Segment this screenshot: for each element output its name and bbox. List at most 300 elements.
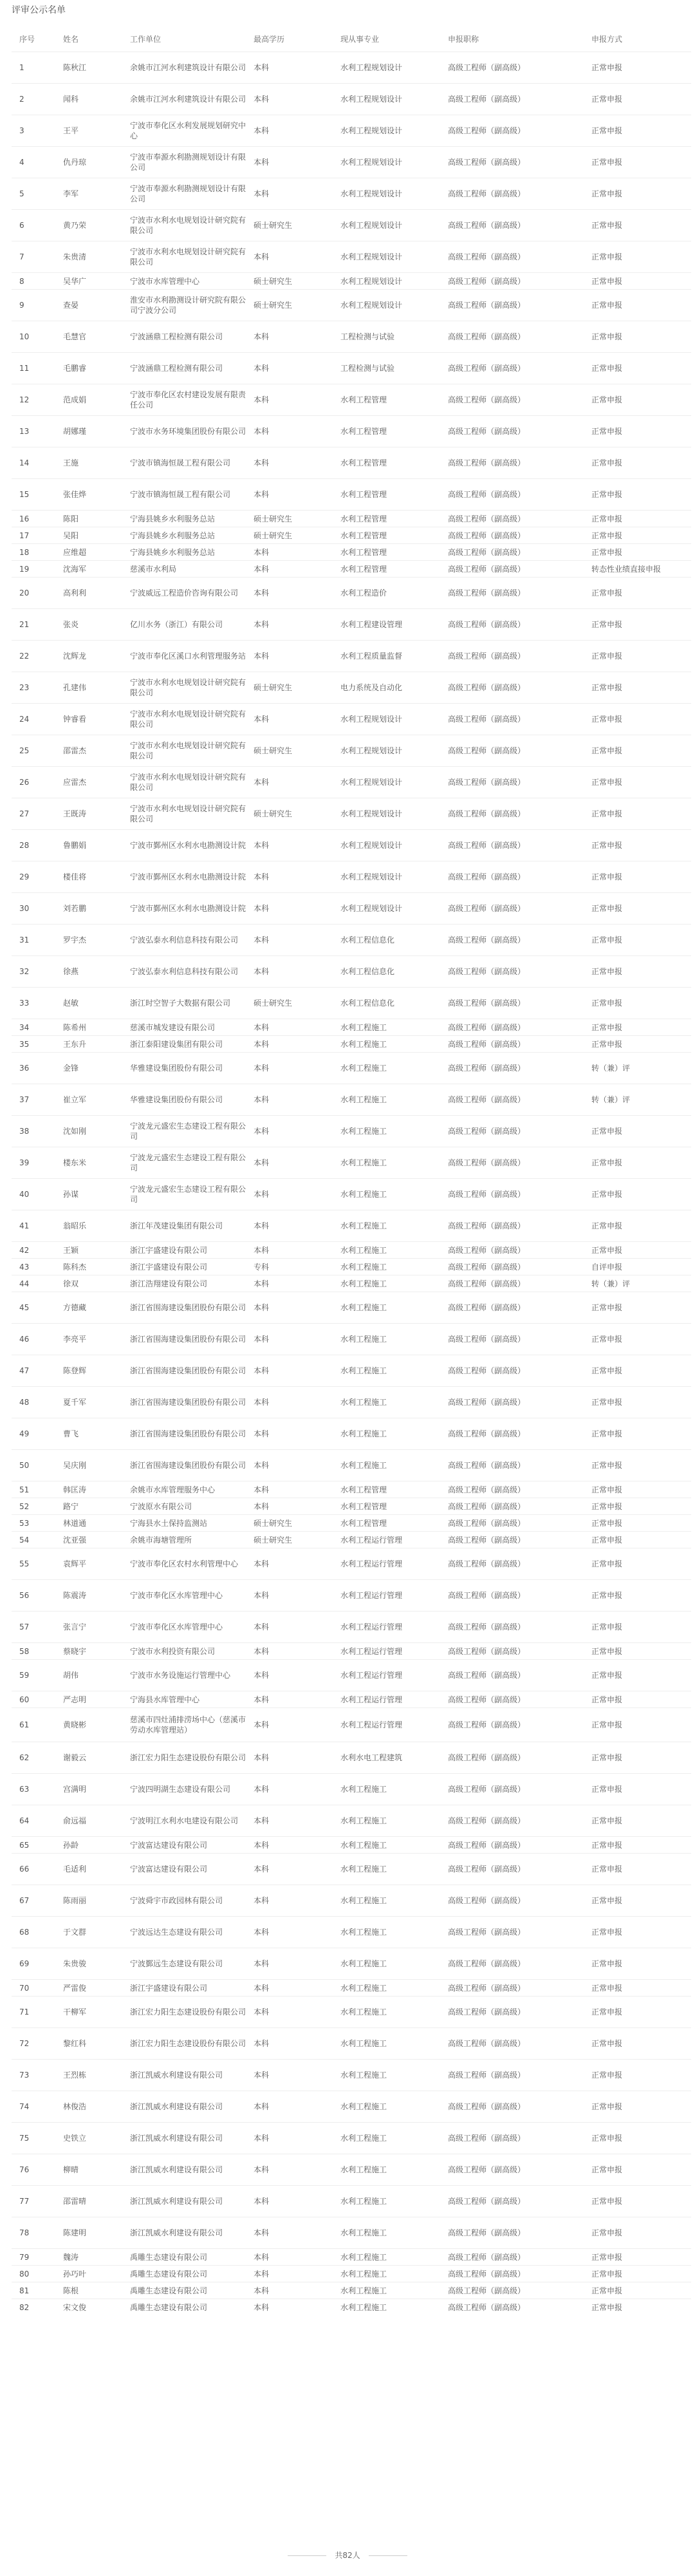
- row-major: 水利工程施工: [340, 2299, 448, 2316]
- row-name: 严雷俊: [63, 1980, 130, 1997]
- row-title: 高级工程师（副高级）: [448, 956, 591, 988]
- row-unit: 宁波涵鼎工程检测有限公司: [130, 321, 254, 353]
- table-row: [12, 1450, 691, 1481]
- row-name: 黄乃荣: [63, 210, 130, 241]
- row-index: 1: [12, 52, 63, 84]
- table-row: [12, 1805, 691, 1837]
- row-major: 水利工程运行管理: [340, 1660, 448, 1691]
- row-method: 正常申报: [591, 2186, 691, 2217]
- table-row: [12, 1980, 691, 1997]
- row-major: 水利工程管理: [340, 527, 448, 544]
- row-index: 70: [12, 1980, 63, 1997]
- row-name: 范成娟: [63, 384, 130, 416]
- table-row: [12, 1418, 691, 1450]
- row-method: 正常申报: [591, 2060, 691, 2091]
- row-method: 自评申报: [591, 1259, 691, 1275]
- row-education: 本科: [254, 178, 340, 210]
- table-row: [12, 1019, 691, 1036]
- row-method: 正常申报: [591, 1116, 691, 1147]
- row-education: 本科: [254, 1210, 340, 1242]
- row-method: 正常申报: [591, 767, 691, 798]
- row-unit: 浙江省围海建设集团股份有限公司: [130, 1355, 254, 1387]
- row-name: 朱贵清: [63, 241, 130, 273]
- row-education: 硕士研究生: [254, 290, 340, 321]
- row-method: 正常申报: [591, 178, 691, 210]
- row-name: 高利利: [63, 578, 130, 609]
- row-title: 高级工程师（副高级）: [448, 1355, 591, 1387]
- row-unit: 宁波市鄞州区水利水电勘测设计院: [130, 893, 254, 925]
- row-name: 黄晓彬: [63, 1708, 130, 1742]
- row-unit: 宁波市奉源水利勘测规划设计有限公司: [130, 178, 254, 210]
- row-major: 水利工程规划设计: [340, 273, 448, 290]
- row-major: 水利工程规划设计: [340, 861, 448, 893]
- row-unit: 宁海县姚乡水利服务总站: [130, 527, 254, 544]
- row-method: 正常申报: [591, 416, 691, 447]
- row-title: 高级工程师（副高级）: [448, 988, 591, 1019]
- row-education: 本科: [254, 1418, 340, 1450]
- row-unit: 宁波市奉化区水利发展规划研究中心: [130, 115, 254, 147]
- row-major: 水利工程规划设计: [340, 210, 448, 241]
- row-major: 水利工程施工: [340, 1948, 448, 1980]
- row-index: 29: [12, 861, 63, 893]
- row-index: 72: [12, 2028, 63, 2060]
- row-name: 楼佳将: [63, 861, 130, 893]
- row-unit: 浙江省围海建设集团股份有限公司: [130, 1324, 254, 1355]
- row-method: 正常申报: [591, 115, 691, 147]
- row-method: 正常申报: [591, 704, 691, 735]
- row-name: 路宁: [63, 1498, 130, 1515]
- row-education: 硕士研究生: [254, 672, 340, 704]
- row-education: 本科: [254, 1275, 340, 1292]
- row-method: 正常申报: [591, 2091, 691, 2123]
- table-row: [12, 353, 691, 384]
- row-title: 高级工程师（副高级）: [448, 1450, 591, 1481]
- row-title: 高级工程师（副高级）: [448, 1019, 591, 1036]
- row-index: 24: [12, 704, 63, 735]
- row-major: 水利工程施工: [340, 2217, 448, 2249]
- row-major: 水利工程管理: [340, 479, 448, 511]
- row-method: 正常申报: [591, 1660, 691, 1691]
- row-name: 陈登辉: [63, 1355, 130, 1387]
- row-unit: 余姚市海塘管理所: [130, 1532, 254, 1548]
- row-unit: 浙江宇盛建设有限公司: [130, 1242, 254, 1259]
- row-index: 8: [12, 273, 63, 290]
- row-major: 水利工程运行管理: [340, 1612, 448, 1643]
- table-row: [12, 672, 691, 704]
- row-unit: 禹雕生态建设有限公司: [130, 2282, 254, 2299]
- header-name: 姓名: [63, 34, 79, 44]
- row-title: 高级工程师（副高级）: [448, 1708, 591, 1742]
- row-major: 水利工程施工: [340, 1418, 448, 1450]
- row-education: 本科: [254, 1548, 340, 1580]
- row-unit: 宁波鄞远生态建设有限公司: [130, 1948, 254, 1980]
- row-index: 14: [12, 447, 63, 479]
- row-method: 正常申报: [591, 893, 691, 925]
- row-major: 水利工程规划设计: [340, 290, 448, 321]
- row-index: 18: [12, 544, 63, 561]
- row-major: 水利工程施工: [340, 1084, 448, 1116]
- table-row: [12, 1084, 691, 1116]
- table-row: [12, 1036, 691, 1053]
- row-unit: 慈溪市四灶浦排涝场中心（慈溪市劳动水库管理站）: [130, 1708, 254, 1742]
- table-row: [12, 1210, 691, 1242]
- table-row: [12, 511, 691, 527]
- row-major: 水利工程建设管理: [340, 609, 448, 641]
- table-row: [12, 2060, 691, 2091]
- row-name: 毛慧官: [63, 321, 130, 353]
- table-row: [12, 1774, 691, 1805]
- row-index: 16: [12, 511, 63, 527]
- row-unit: 浙江时空智子大数据有限公司: [130, 988, 254, 1019]
- table-row: [12, 1275, 691, 1292]
- row-index: 44: [12, 1275, 63, 1292]
- row-unit: 淮安市水利勘测设计研究院有限公司宁波分公司: [130, 290, 254, 321]
- row-education: 本科: [254, 2249, 340, 2266]
- row-title: 高级工程师（副高级）: [448, 2091, 591, 2123]
- row-name: 沈亚强: [63, 1532, 130, 1548]
- table-row: [12, 830, 691, 861]
- row-major: 水利工程施工: [340, 2060, 448, 2091]
- row-method: 正常申报: [591, 241, 691, 273]
- row-title: 高级工程师（副高级）: [448, 1116, 591, 1147]
- row-method: 正常申报: [591, 1515, 691, 1532]
- row-title: 高级工程师（副高级）: [448, 273, 591, 290]
- row-index: 30: [12, 893, 63, 925]
- row-title: 高级工程师（副高级）: [448, 609, 591, 641]
- table-row: [12, 1147, 691, 1179]
- row-index: 56: [12, 1580, 63, 1612]
- row-index: 81: [12, 2282, 63, 2299]
- row-method: 正常申报: [591, 1387, 691, 1418]
- row-major: 水利工程信息化: [340, 988, 448, 1019]
- row-unit: 宁波威远工程造价咨询有限公司: [130, 578, 254, 609]
- row-education: 本科: [254, 861, 340, 893]
- row-index: 47: [12, 1355, 63, 1387]
- row-major: 水利工程运行管理: [340, 1580, 448, 1612]
- row-education: 本科: [254, 241, 340, 273]
- row-index: 12: [12, 384, 63, 416]
- row-name: 赵敏: [63, 988, 130, 1019]
- row-index: 64: [12, 1805, 63, 1837]
- row-method: 正常申报: [591, 2154, 691, 2186]
- row-method: 正常申报: [591, 1742, 691, 1774]
- row-method: 正常申报: [591, 290, 691, 321]
- row-education: 本科: [254, 1580, 340, 1612]
- row-method: 正常申报: [591, 511, 691, 527]
- row-name: 金锋: [63, 1053, 130, 1084]
- row-education: 本科: [254, 1660, 340, 1691]
- row-title: 高级工程师（副高级）: [448, 798, 591, 830]
- row-index: 54: [12, 1532, 63, 1548]
- row-education: 本科: [254, 1997, 340, 2028]
- row-education: 本科: [254, 416, 340, 447]
- table-row: [12, 1854, 691, 1885]
- row-education: 本科: [254, 384, 340, 416]
- row-unit: 浙江省围海建设集团股份有限公司: [130, 1450, 254, 1481]
- row-title: 高级工程师（副高级）: [448, 704, 591, 735]
- row-major: 水利工程施工: [340, 1053, 448, 1084]
- row-education: 硕士研究生: [254, 1515, 340, 1532]
- row-index: 5: [12, 178, 63, 210]
- row-index: 40: [12, 1179, 63, 1210]
- row-name: 陈建明: [63, 2217, 130, 2249]
- table-row: [12, 704, 691, 735]
- row-unit: 禹雕生态建设有限公司: [130, 2266, 254, 2282]
- row-education: 本科: [254, 1498, 340, 1515]
- row-index: 80: [12, 2266, 63, 2282]
- row-major: 水利工程施工: [340, 2266, 448, 2282]
- row-title: 高级工程师（副高级）: [448, 290, 591, 321]
- row-education: 本科: [254, 956, 340, 988]
- row-name: 张炎: [63, 609, 130, 641]
- row-method: 正常申报: [591, 988, 691, 1019]
- header-title: 申报职称: [448, 34, 479, 44]
- row-major: 水利工程运行管理: [340, 1708, 448, 1742]
- row-education: 本科: [254, 561, 340, 578]
- row-index: 59: [12, 1660, 63, 1691]
- row-education: 本科: [254, 1837, 340, 1854]
- row-title: 高级工程师（副高级）: [448, 2186, 591, 2217]
- table-row: [12, 925, 691, 956]
- row-unit: 亿川水务（浙江）有限公司: [130, 609, 254, 641]
- row-title: 高级工程师（副高级）: [448, 527, 591, 544]
- row-name: 楼东米: [63, 1147, 130, 1179]
- row-method: 正常申报: [591, 1450, 691, 1481]
- row-title: 高级工程师（副高级）: [448, 2249, 591, 2266]
- row-unit: 浙江宏力阳生态建设股份有限公司: [130, 1997, 254, 2028]
- row-name: 孙巧叶: [63, 2266, 130, 2282]
- row-name: 宋文俊: [63, 2299, 130, 2316]
- table-row: [12, 2123, 691, 2154]
- row-name: 林俊浩: [63, 2091, 130, 2123]
- table-row: [12, 1691, 691, 1708]
- row-name: 方德藏: [63, 1292, 130, 1324]
- row-education: 本科: [254, 1885, 340, 1917]
- row-unit: 宁波市鄞州区水利水电勘测设计院: [130, 861, 254, 893]
- table-row: [12, 2299, 691, 2316]
- row-title: 高级工程师（副高级）: [448, 1275, 591, 1292]
- row-name: 应雷杰: [63, 767, 130, 798]
- row-major: 水利工程施工: [340, 1854, 448, 1885]
- row-method: 正常申报: [591, 2217, 691, 2249]
- row-title: 高级工程师（副高级）: [448, 52, 591, 84]
- table-row: [12, 2266, 691, 2282]
- row-index: 45: [12, 1292, 63, 1324]
- row-name: 应维超: [63, 544, 130, 561]
- row-education: 硕士研究生: [254, 1532, 340, 1548]
- row-title: 高级工程师（副高级）: [448, 147, 591, 178]
- row-title: 高级工程师（副高级）: [448, 735, 591, 767]
- header-method: 申报方式: [591, 34, 623, 44]
- row-method: 正常申报: [591, 2028, 691, 2060]
- row-index: 31: [12, 925, 63, 956]
- row-name: 王东升: [63, 1036, 130, 1053]
- row-index: 46: [12, 1324, 63, 1355]
- row-method: 正常申报: [591, 956, 691, 988]
- row-education: 本科: [254, 52, 340, 84]
- row-major: 水利工程施工: [340, 1450, 448, 1481]
- table-row: [12, 1837, 691, 1854]
- row-major: 电力系统及自动化: [340, 672, 448, 704]
- row-method: 正常申报: [591, 2282, 691, 2299]
- row-title: 高级工程师（副高级）: [448, 1324, 591, 1355]
- total-count: 共82人: [335, 2551, 360, 2560]
- row-index: 55: [12, 1548, 63, 1580]
- row-education: 本科: [254, 578, 340, 609]
- table-row: [12, 1481, 691, 1498]
- row-index: 62: [12, 1742, 63, 1774]
- row-index: 74: [12, 2091, 63, 2123]
- row-index: 50: [12, 1450, 63, 1481]
- table-row: [12, 384, 691, 416]
- row-index: 41: [12, 1210, 63, 1242]
- row-method: 正常申报: [591, 1355, 691, 1387]
- table-row: [12, 609, 691, 641]
- row-major: 水利工程规划设计: [340, 798, 448, 830]
- table-row: [12, 2249, 691, 2266]
- row-unit: 宁波市水利水电规划设计研究院有限公司: [130, 704, 254, 735]
- row-title: 高级工程师（副高级）: [448, 1418, 591, 1450]
- row-unit: 宁海县水库管理中心: [130, 1691, 254, 1708]
- row-education: 本科: [254, 2028, 340, 2060]
- row-major: 水利工程管理: [340, 384, 448, 416]
- row-education: 本科: [254, 767, 340, 798]
- row-method: 正常申报: [591, 1997, 691, 2028]
- row-name: 陈雨丽: [63, 1885, 130, 1917]
- row-major: 水利工程施工: [340, 2249, 448, 2266]
- row-major: 水利工程施工: [340, 1179, 448, 1210]
- row-unit: 禹雕生态建设有限公司: [130, 2249, 254, 2266]
- row-title: 高级工程师（副高级）: [448, 925, 591, 956]
- row-title: 高级工程师（副高级）: [448, 1948, 591, 1980]
- row-unit: 宁海县水土保持监测站: [130, 1515, 254, 1532]
- row-name: 曹飞: [63, 1418, 130, 1450]
- table-row: [12, 1053, 691, 1084]
- row-name: 胡娜瑾: [63, 416, 130, 447]
- table-row: [12, 2217, 691, 2249]
- row-education: 本科: [254, 1612, 340, 1643]
- row-title: 高级工程师（副高级）: [448, 1612, 591, 1643]
- row-method: 正常申报: [591, 1179, 691, 1210]
- row-index: 61: [12, 1708, 63, 1742]
- row-index: 36: [12, 1053, 63, 1084]
- row-major: 水利工程施工: [340, 1917, 448, 1948]
- row-title: 高级工程师（副高级）: [448, 2028, 591, 2060]
- row-major: 水利工程规划设计: [340, 52, 448, 84]
- row-unit: 宁波市水利水电规划设计研究院有限公司: [130, 210, 254, 241]
- row-method: 正常申报: [591, 1147, 691, 1179]
- row-major: 水利工程施工: [340, 1036, 448, 1053]
- row-method: 正常申报: [591, 1580, 691, 1612]
- row-method: 正常申报: [591, 321, 691, 353]
- row-education: 本科: [254, 1481, 340, 1498]
- row-unit: 宁波市奉化区农村建设发展有限责任公司: [130, 384, 254, 416]
- row-method: 正常申报: [591, 353, 691, 384]
- row-index: 73: [12, 2060, 63, 2091]
- row-name: 毛鹏睿: [63, 353, 130, 384]
- row-unit: 浙江凯威水利建设有限公司: [130, 2186, 254, 2217]
- row-method: 正常申报: [591, 1418, 691, 1450]
- row-unit: 浙江凯威水利建设有限公司: [130, 2091, 254, 2123]
- row-education: 本科: [254, 115, 340, 147]
- row-unit: 浙江凯威水利建设有限公司: [130, 2154, 254, 2186]
- row-name: 崔立军: [63, 1084, 130, 1116]
- row-index: 42: [12, 1242, 63, 1259]
- row-unit: 宁波市奉化区农村水利管理中心: [130, 1548, 254, 1580]
- row-education: 本科: [254, 830, 340, 861]
- row-education: 硕士研究生: [254, 527, 340, 544]
- row-name: 严志明: [63, 1691, 130, 1708]
- row-title: 高级工程师（副高级）: [448, 578, 591, 609]
- row-name: 陈根: [63, 2282, 130, 2299]
- row-index: 3: [12, 115, 63, 147]
- table-row: [12, 578, 691, 609]
- row-index: 66: [12, 1854, 63, 1885]
- table-row: [12, 1580, 691, 1612]
- applicant-table: [12, 26, 691, 2315]
- row-title: 高级工程师（副高级）: [448, 2060, 591, 2091]
- table-row: [12, 988, 691, 1019]
- row-unit: 浙江泰阳建设集团有限公司: [130, 1036, 254, 1053]
- row-major: 水利工程施工: [340, 1259, 448, 1275]
- row-major: 水利工程施工: [340, 2186, 448, 2217]
- row-education: 硕士研究生: [254, 273, 340, 290]
- row-name: 徐双: [63, 1275, 130, 1292]
- row-major: 水利工程施工: [340, 1997, 448, 2028]
- row-title: 高级工程师（副高级）: [448, 1053, 591, 1084]
- table-row: [12, 290, 691, 321]
- row-unit: 宁波富达建设有限公司: [130, 1854, 254, 1885]
- table-row: [12, 84, 691, 115]
- row-title: 高级工程师（副高级）: [448, 1498, 591, 1515]
- row-title: 高级工程师（副高级）: [448, 416, 591, 447]
- row-name: 陈震涛: [63, 1580, 130, 1612]
- row-education: 本科: [254, 1084, 340, 1116]
- row-method: 正常申报: [591, 544, 691, 561]
- row-unit: 浙江凯威水利建设有限公司: [130, 2123, 254, 2154]
- row-title: 高级工程师（副高级）: [448, 1179, 591, 1210]
- row-education: 本科: [254, 2123, 340, 2154]
- table-row: [12, 561, 691, 578]
- footer-divider-left: [288, 2555, 326, 2556]
- row-unit: 宁波明江水利水电建设有限公司: [130, 1805, 254, 1837]
- row-major: 水利工程管理: [340, 1481, 448, 1498]
- row-major: 水利工程规划设计: [340, 830, 448, 861]
- row-method: 正常申报: [591, 1917, 691, 1948]
- row-title: 高级工程师（副高级）: [448, 2154, 591, 2186]
- row-index: 19: [12, 561, 63, 578]
- table-row: [12, 1116, 691, 1147]
- row-method: 正常申报: [591, 2299, 691, 2316]
- row-title: 高级工程师（副高级）: [448, 1660, 591, 1691]
- row-major: 水利工程运行管理: [340, 1532, 448, 1548]
- row-unit: 浙江凯威水利建设有限公司: [130, 2060, 254, 2091]
- row-major: 水利工程施工: [340, 1210, 448, 1242]
- row-method: 正常申报: [591, 479, 691, 511]
- row-major: 水利工程管理: [340, 447, 448, 479]
- row-unit: 余姚市水库管理服务中心: [130, 1481, 254, 1498]
- row-method: 正常申报: [591, 52, 691, 84]
- row-unit: 华雅建设集团股份有限公司: [130, 1084, 254, 1116]
- row-major: 水利工程管理: [340, 511, 448, 527]
- table-row: [12, 178, 691, 210]
- table-row: [12, 1885, 691, 1917]
- row-method: 正常申报: [591, 798, 691, 830]
- row-name: 徐燕: [63, 956, 130, 988]
- row-education: 本科: [254, 2091, 340, 2123]
- row-title: 高级工程师（副高级）: [448, 641, 591, 672]
- row-method: 正常申报: [591, 830, 691, 861]
